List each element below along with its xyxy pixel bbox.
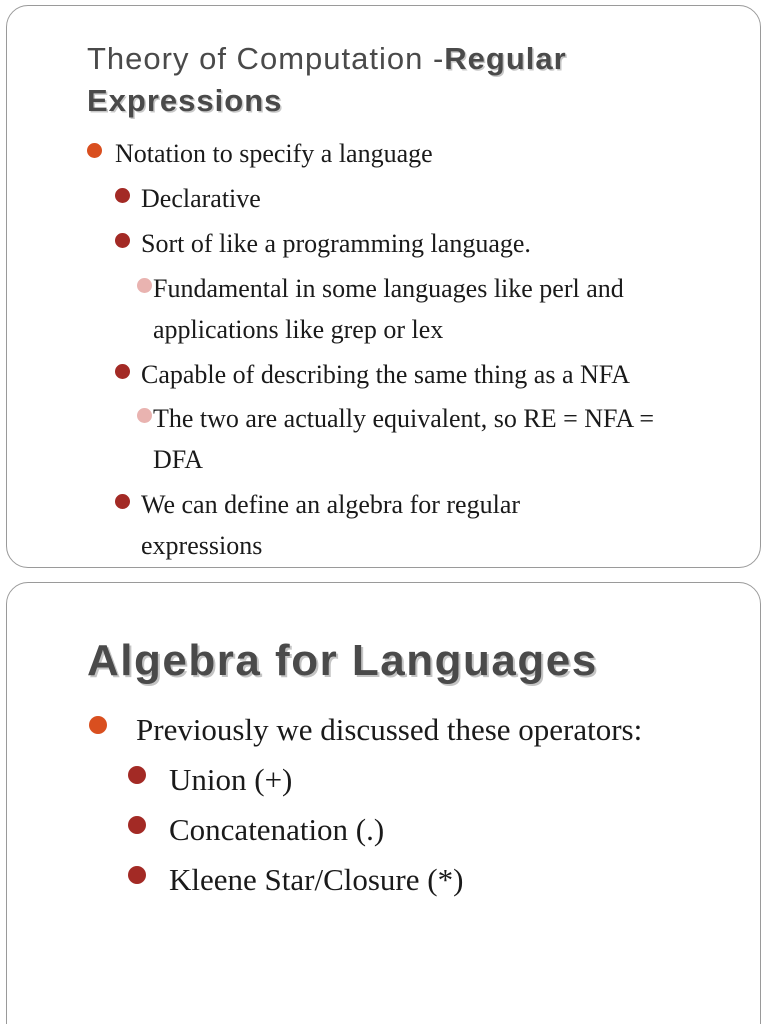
bullet-text: Kleene Star/Closure (*) <box>169 862 464 897</box>
bullet-dot-icon <box>115 233 130 248</box>
bullet-item <box>128 855 728 905</box>
title-regular-part: Theory of Computation - <box>87 41 445 76</box>
bullet-item <box>87 133 727 174</box>
bullet-item <box>153 398 693 480</box>
bullet-dot-icon <box>137 278 152 293</box>
slide-regular-expressions <box>6 5 761 568</box>
bullet-dot-icon <box>89 716 107 734</box>
bullet-item <box>128 755 728 805</box>
bullet-text: Notation to specify a language <box>115 139 433 168</box>
bullet-dot-icon <box>87 143 102 158</box>
bullet-text: We can define an algebra for regular expressions <box>141 490 521 560</box>
bullet-text: Declarative <box>141 184 261 213</box>
bullet-item <box>128 805 728 855</box>
bullet-text: The two are actually equivalent, so RE = NFA = DFA <box>153 404 655 474</box>
bullet-item <box>115 223 727 264</box>
bullet-dot-icon <box>115 364 130 379</box>
bullet-item <box>115 354 727 395</box>
slide-title <box>87 38 727 122</box>
bullet-item <box>115 178 727 219</box>
bullet-dot-icon <box>137 408 152 423</box>
bullet-dot-icon <box>128 766 146 784</box>
bullet-text: Fundamental in some languages like perl and applications like grep or lex <box>153 274 624 344</box>
title-bold-part: Regular Expressions <box>87 41 567 118</box>
bullet-dot-icon <box>128 866 146 884</box>
slide-title: Algebra for Languages <box>87 636 598 685</box>
bullet-item <box>153 268 731 350</box>
bullet-dot-icon <box>128 816 146 834</box>
bullet-text: Sort of like a programming language. <box>141 229 531 258</box>
bullet-dot-icon <box>115 188 130 203</box>
bullet-text: Concatenation (.) <box>169 812 385 847</box>
bullet-item <box>131 484 631 566</box>
bullet-item <box>89 705 749 755</box>
bullet-text: Capable of describing the same thing as a NFA <box>141 360 631 389</box>
bullet-dot-icon <box>115 494 130 509</box>
slide-algebra-for-languages <box>6 582 761 1024</box>
bullet-text: Union (+) <box>169 762 293 797</box>
bullet-text: Previously we discussed these operators: <box>136 712 643 747</box>
